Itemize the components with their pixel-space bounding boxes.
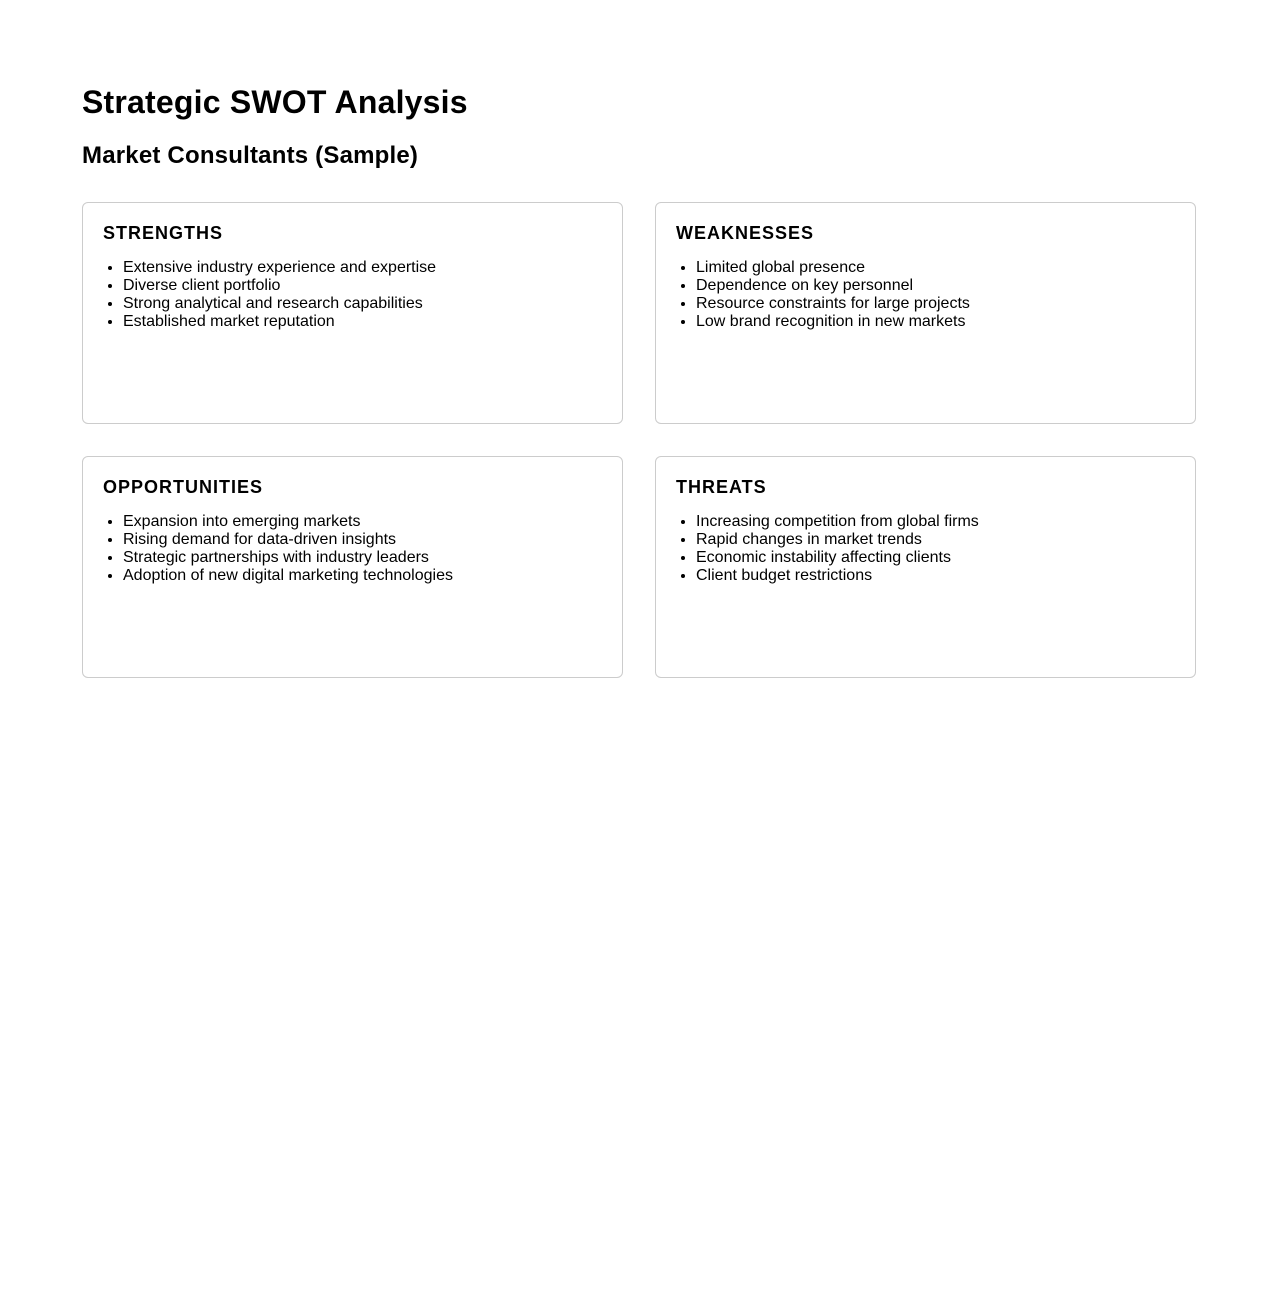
list-item: • Resource constraints for large projects xyxy=(696,295,1175,313)
list-item: • Rising demand for data-driven insights xyxy=(123,531,602,549)
list-item: • Extensive industry experience and expertise xyxy=(123,259,602,277)
list-item: • Strong analytical and research capabilities xyxy=(123,295,602,313)
strengths-heading: STRENGTHS xyxy=(103,223,224,243)
list-item: • Increasing competition from global firms xyxy=(696,513,1175,531)
weaknesses-list xyxy=(676,259,1175,331)
list-item: • Dependence on key personnel xyxy=(696,277,1175,295)
weaknesses-heading: WEAKNESSES xyxy=(676,223,815,243)
swot-grid xyxy=(82,202,1196,678)
list-item: • Strategic partnerships with industry leaders xyxy=(123,549,602,567)
page-subtitle: Market Consultants (Sample) xyxy=(82,142,419,169)
opportunities-list xyxy=(103,513,602,585)
strengths-list xyxy=(103,259,602,331)
page-title: Strategic SWOT Analysis xyxy=(82,84,468,120)
threats-card xyxy=(655,456,1196,678)
list-item: • Client budget restrictions xyxy=(696,567,1175,585)
threats-heading: THREATS xyxy=(676,477,767,497)
list-item: • Established market reputation xyxy=(123,313,602,331)
list-item: • Rapid changes in market trends xyxy=(696,531,1175,549)
list-item: • Economic instability affecting clients xyxy=(696,549,1175,567)
list-item: • Limited global presence xyxy=(696,259,1175,277)
threats-list xyxy=(676,513,1175,585)
list-item: • Low brand recognition in new markets xyxy=(696,313,1175,331)
opportunities-heading: OPPORTUNITIES xyxy=(103,477,264,497)
list-item: • Expansion into emerging markets xyxy=(123,513,602,531)
list-item: • Diverse client portfolio xyxy=(123,277,602,295)
opportunities-card xyxy=(82,456,623,678)
weaknesses-card xyxy=(655,202,1196,424)
strengths-card xyxy=(82,202,623,424)
list-item: • Adoption of new digital marketing technologies xyxy=(123,567,602,585)
